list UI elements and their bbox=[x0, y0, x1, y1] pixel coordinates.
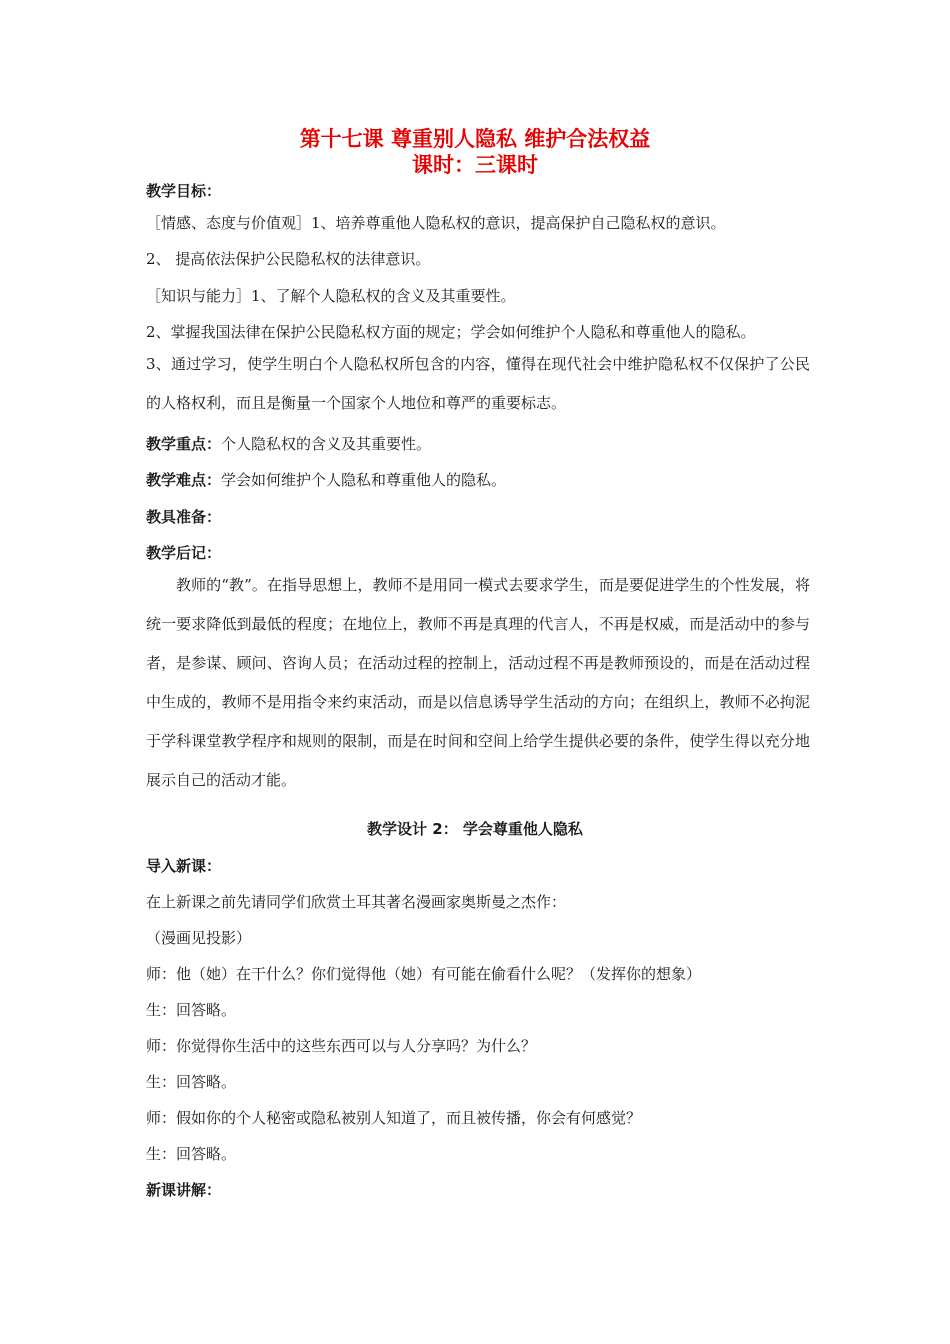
intro-line: 生：回答略。 bbox=[146, 1145, 237, 1163]
postscript-heading: 教学后记： bbox=[146, 544, 222, 562]
new-lesson-heading: 新课讲解： bbox=[146, 1181, 222, 1199]
key-point-label: 教学重点： bbox=[146, 435, 222, 453]
goal-line-2: 2、 提高依法保护公民隐私权的法律意识。 bbox=[146, 250, 431, 268]
key-point-text: 个人隐私权的含义及其重要性。 bbox=[221, 435, 432, 453]
intro-line: 生：回答略。 bbox=[146, 1001, 237, 1019]
goal-line-5: 3、通过学习，使学生明白个人隐私权所包含的内容，懂得在现代社会中维护隐私权不仅保护了公民的人格权利，而且是衡量一个国家个人地位和尊严的重要标志。 bbox=[146, 355, 810, 412]
intro-line: （漫画见投影） bbox=[146, 929, 252, 947]
goals-heading: 教学目标： bbox=[146, 182, 222, 200]
goal-line-3: ［知识与能力］1、了解个人隐私权的含义及其重要性。 bbox=[146, 287, 516, 305]
lesson-title: 第十七课 尊重别人隐私 维护合法权益 bbox=[299, 127, 651, 151]
intro-line: 在上新课之前先请同学们欣赏土耳其著名漫画家奥斯曼之杰作： bbox=[146, 893, 567, 911]
difficulty-label: 教学难点： bbox=[146, 471, 222, 489]
materials-heading: 教具准备： bbox=[146, 508, 222, 526]
intro-line: 师：他（她）在干什么？你们觉得他（她）有可能在偷看什么呢？（发挥你的想象） bbox=[146, 965, 702, 983]
difficulty-text: 学会如何维护个人隐私和尊重他人的隐私。 bbox=[221, 471, 507, 489]
key-point-row bbox=[146, 434, 431, 454]
intro-line: 师：假如你的个人秘密或隐私被别人知道了，而且被传播，你会有何感觉？ bbox=[146, 1109, 642, 1127]
intro-line: 生：回答略。 bbox=[146, 1073, 237, 1091]
goal-line-4: 2、掌握我国法律在保护公民隐私权方面的规定；学会如何维护个人隐私和尊重他人的隐私。 bbox=[146, 323, 756, 341]
intro-heading: 导入新课： bbox=[146, 857, 222, 875]
goal-line-1: ［情感、态度与价值观］1、培养尊重他人隐私权的意识，提高保护自己隐私权的意识。 bbox=[146, 214, 726, 232]
lesson-duration: 课时：三课时 bbox=[412, 153, 538, 177]
design-title: 教学设计 2： 学会尊重他人隐私 bbox=[367, 820, 583, 838]
postscript-paragraph: 教师的“教”。在指导思想上，教师不是用同一模式去要求学生，而是要促进学生的个性发展，将统一要求降低到最低的程度；在地位上，教师不再是真理的代言人，不再是权威，而是活动中的参与者，是参谋、顾问、咨询人员；在活动过程的控制上，活动过程不再是教师预设的，而是在活动过程中生成的，教师不是用指令来约束活动，而是以信息诱导学生活动的方向；在组织上，教师不必拘泥于学科课堂教学程序和规则的限制，而是在时间和空间上给学生提供必要的条件，使学生得以充分地展示自己的活动才能。 bbox=[146, 576, 810, 789]
difficulty-row bbox=[146, 470, 506, 490]
intro-line: 师：你觉得你生活中的这些东西可以与人分享吗？为什么？ bbox=[146, 1037, 537, 1055]
